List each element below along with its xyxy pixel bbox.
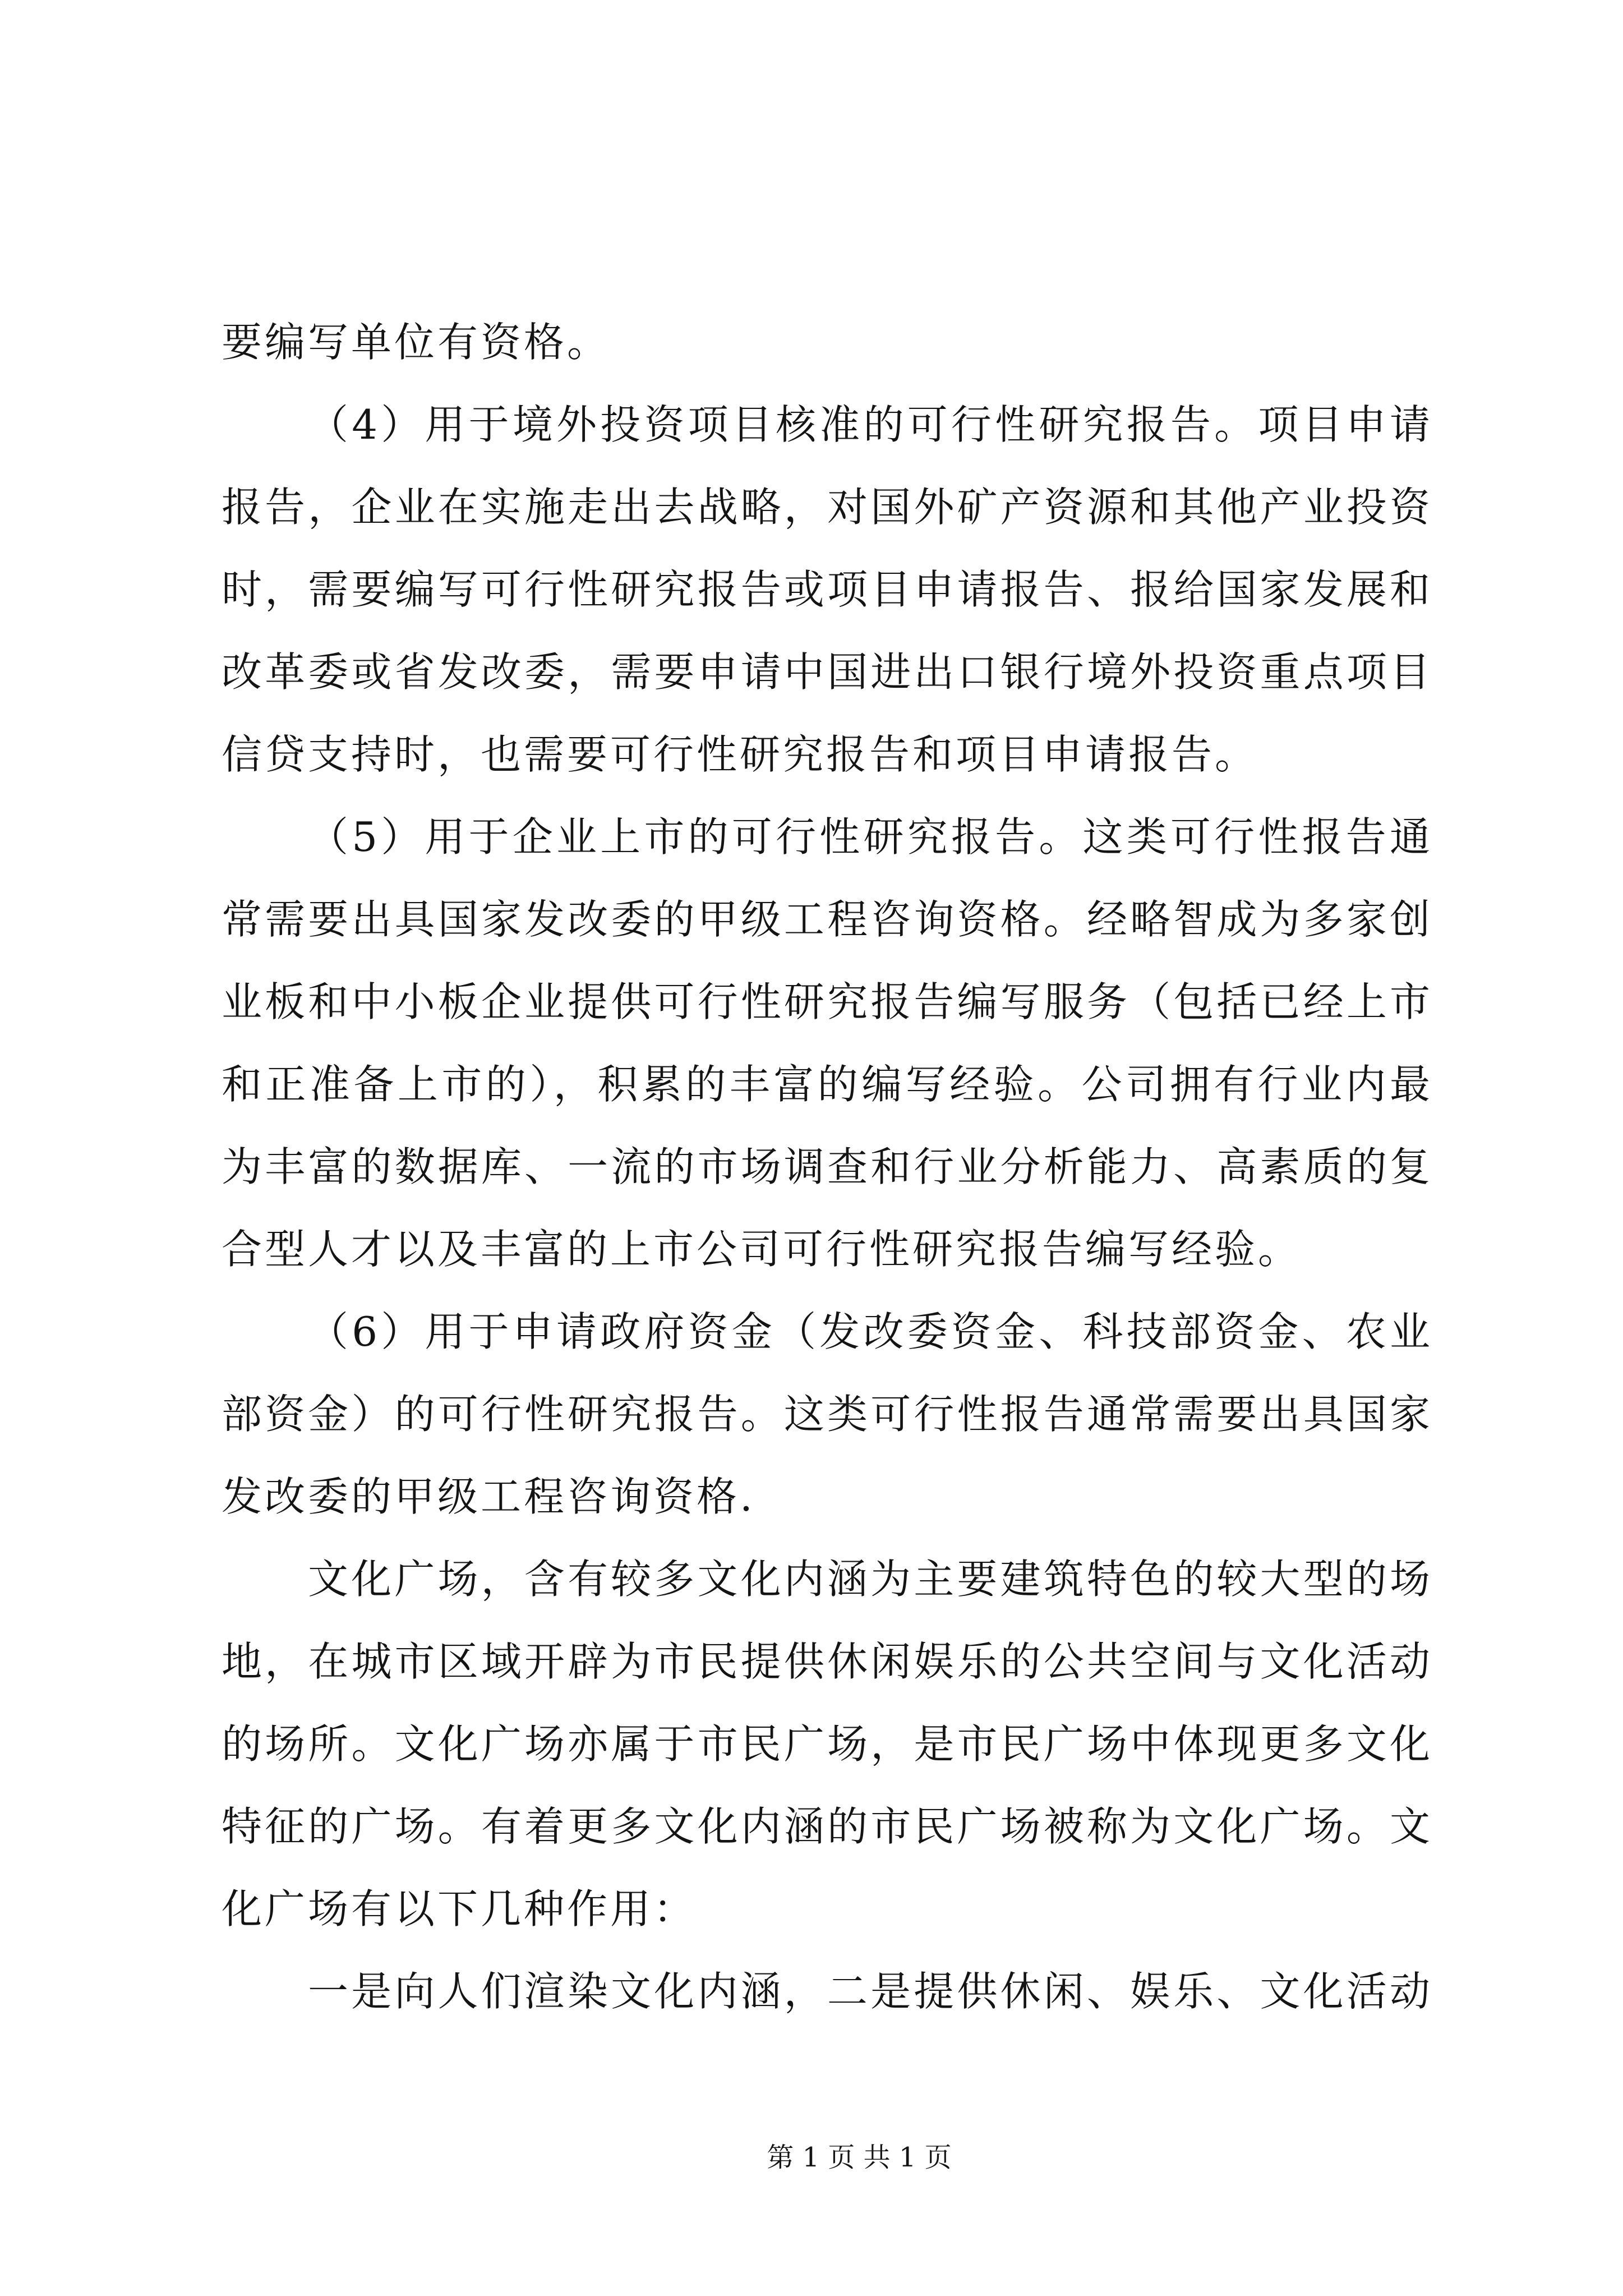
paragraph-item-5 (222, 796, 1430, 1291)
text-line: 要编写单位有资格。 (222, 319, 611, 366)
text-line: 常需要出具国家发改委的甲级工程咨询资格。经略智成为多家创 (222, 896, 1430, 943)
text-line: 改革委或省发改委，需要申请中国进出口银行境外投资重点项目 (222, 648, 1430, 696)
text-line: 一是向人们渲染文化内涵，二是提供休闲、娱乐、文化活动 (308, 1968, 1430, 2015)
paragraph-item-6 (222, 1291, 1430, 1538)
text-line: 发改委的甲级工程咨询资格. (222, 1473, 755, 1520)
text-line: 业板和中小板企业提供可行性研究报告编写服务（包括已经上市 (222, 978, 1430, 1025)
text-line: 特征的广场。有着更多文化内涵的市民广场被称为文化广场。文 (222, 1803, 1430, 1850)
text-line: 为丰富的数据库、一流的市场调查和行业分析能力、高素质的复 (222, 1143, 1430, 1190)
page-number-footer: 第 1 页 共 1 页 (767, 2142, 952, 2173)
text-line: 报告，企业在实施走出去战略，对国外矿产资源和其他产业投资 (222, 484, 1430, 531)
text-line: 时，需要编写可行性研究报告或项目申请报告、报给国家发展和 (222, 566, 1430, 613)
text-line: 化广场有以下几种作用： (222, 1885, 697, 1932)
document-body (222, 301, 1430, 2033)
paragraph-cultural-square (222, 1538, 1430, 1950)
text-line: 的场所。文化广场亦属于市民广场，是市民广场中体现更多文化 (222, 1720, 1430, 1768)
paragraph-continuation (222, 301, 1430, 384)
text-line: 部资金）的可行性研究报告。这类可行性报告通常需要出具国家 (222, 1391, 1430, 1438)
text-line: 合型人才以及丰富的上市公司可行性研究报告编写经验。 (222, 1226, 1302, 1273)
text-line: 地，在城市区域开辟为市民提供休闲娱乐的公共空间与文化活动 (222, 1638, 1430, 1685)
text-line: 文化广场，含有较多文化内涵为主要建筑特色的较大型的场 (308, 1556, 1430, 1603)
text-line: （6）用于申请政府资金（发改委资金、科技部资金、农业 (308, 1308, 1430, 1355)
paragraph-item-4 (222, 384, 1430, 796)
text-line: 和正准备上市的），积累的丰富的编写经验。公司拥有行业内最 (222, 1061, 1430, 1108)
text-line: （4）用于境外投资项目核准的可行性研究报告。项目申请 (308, 401, 1430, 448)
text-line: （5）用于企业上市的可行性研究报告。这类可行性报告通 (308, 813, 1430, 861)
text-line: 信贷支持时，也需要可行性研究报告和项目申请报告。 (222, 731, 1258, 778)
paragraph-functions (222, 1950, 1430, 2033)
